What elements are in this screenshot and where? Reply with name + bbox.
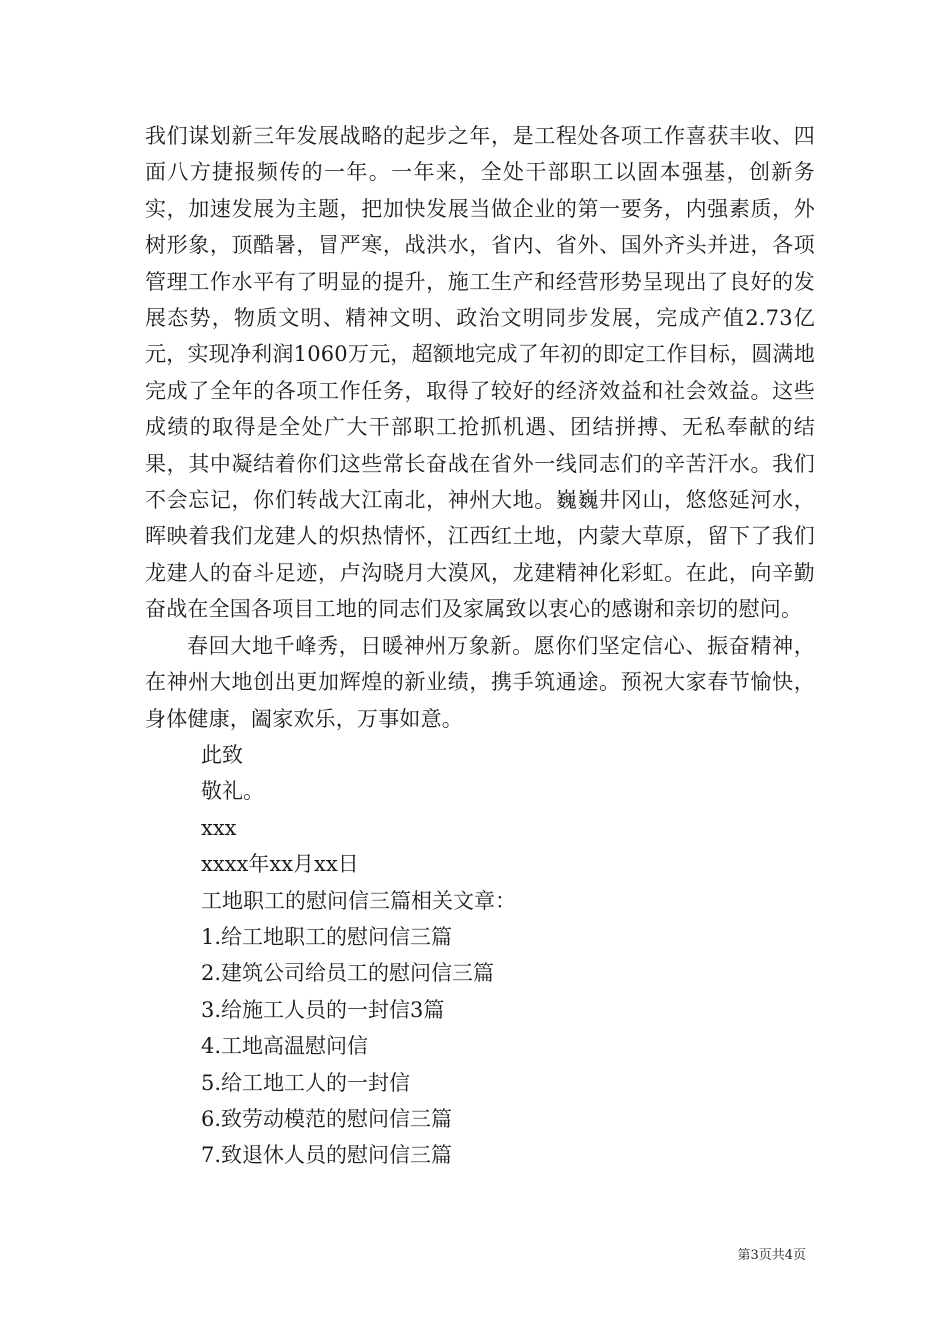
closing-line: 此致 — [201, 742, 243, 767]
related-article-link[interactable]: 6.致劳动模范的慰问信三篇 — [201, 1106, 453, 1131]
signature-line: xxx — [201, 815, 237, 840]
date-line: xxxx年xx月xx日 — [201, 852, 359, 877]
related-article-link[interactable]: 1.给工地职工的慰问信三篇 — [201, 924, 453, 949]
related-article-link[interactable]: 7.致退休人员的慰问信三篇 — [201, 1143, 453, 1168]
related-article-link[interactable]: 2.建筑公司给员工的慰问信三篇 — [201, 961, 495, 986]
related-articles-heading: 工地职工的慰问信三篇相关文章： — [201, 888, 516, 913]
page-number-footer: 第3页共4页 — [737, 1248, 806, 1263]
related-articles-list — [145, 919, 815, 1174]
related-article-link[interactable]: 5.给工地工人的一封信 — [201, 1070, 411, 1095]
related-article-link[interactable]: 3.给施工人员的一封信3篇 — [201, 997, 445, 1022]
body-paragraph-1: 我们谋划新三年发展战略的起步之年，是工程处各项工作喜获丰收、四面八方捷报频传的一年。一年来，全处干部职工以固本强基，创新务实，加速发展为主题，把加快发展当做企业的第一要务，内强素质，外树形象，顶酷暑，冒严寒，战洪水，省内、省外、国外齐头并进，各项管理工作水平有了明显的提升，施工生产和经营形势呈现出了良好的发展态势，物质文明、精神文明、政治文明同步发展，完成产值2.73亿元，实现净利润1060万元，超额地完成了年初的即定工作目标，圆满地完成了全年的各项工作任务，取得了较好的经济效益和社会效益。这些成绩的取得是全处广大干部职工抢抓机遇、团结拼搏、无私奉献的结果，其中凝结着你们这些常长奋战在省外一线同志们的辛苦汗水。我们不会忘记，你们转战大江南北，神州大地。巍巍井冈山，悠悠延河水，晖映着我们龙建人的炽热情怀，江西红土地，内蒙大草原，留下了我们龙建人的奋斗足迹，卢沟晓月大漠风，龙建精神化彩虹。在此，向辛勤奋战在全国各项目工地的同志们及家属致以衷心的感谢和亲切的慰问。 — [145, 124, 815, 622]
salute-line: 敬礼。 — [201, 779, 264, 804]
body-paragraph-2: 春回大地千峰秀，日暖神州万象新。愿你们坚定信心、振奋精神，在神州大地创出更加辉煌的新业绩，携手筑通途。预祝大家春节愉快，身体健康，阖家欢乐，万事如意。 — [145, 633, 815, 731]
document-body — [145, 118, 815, 1174]
related-article-link[interactable]: 4.工地高温慰问信 — [201, 1034, 369, 1059]
